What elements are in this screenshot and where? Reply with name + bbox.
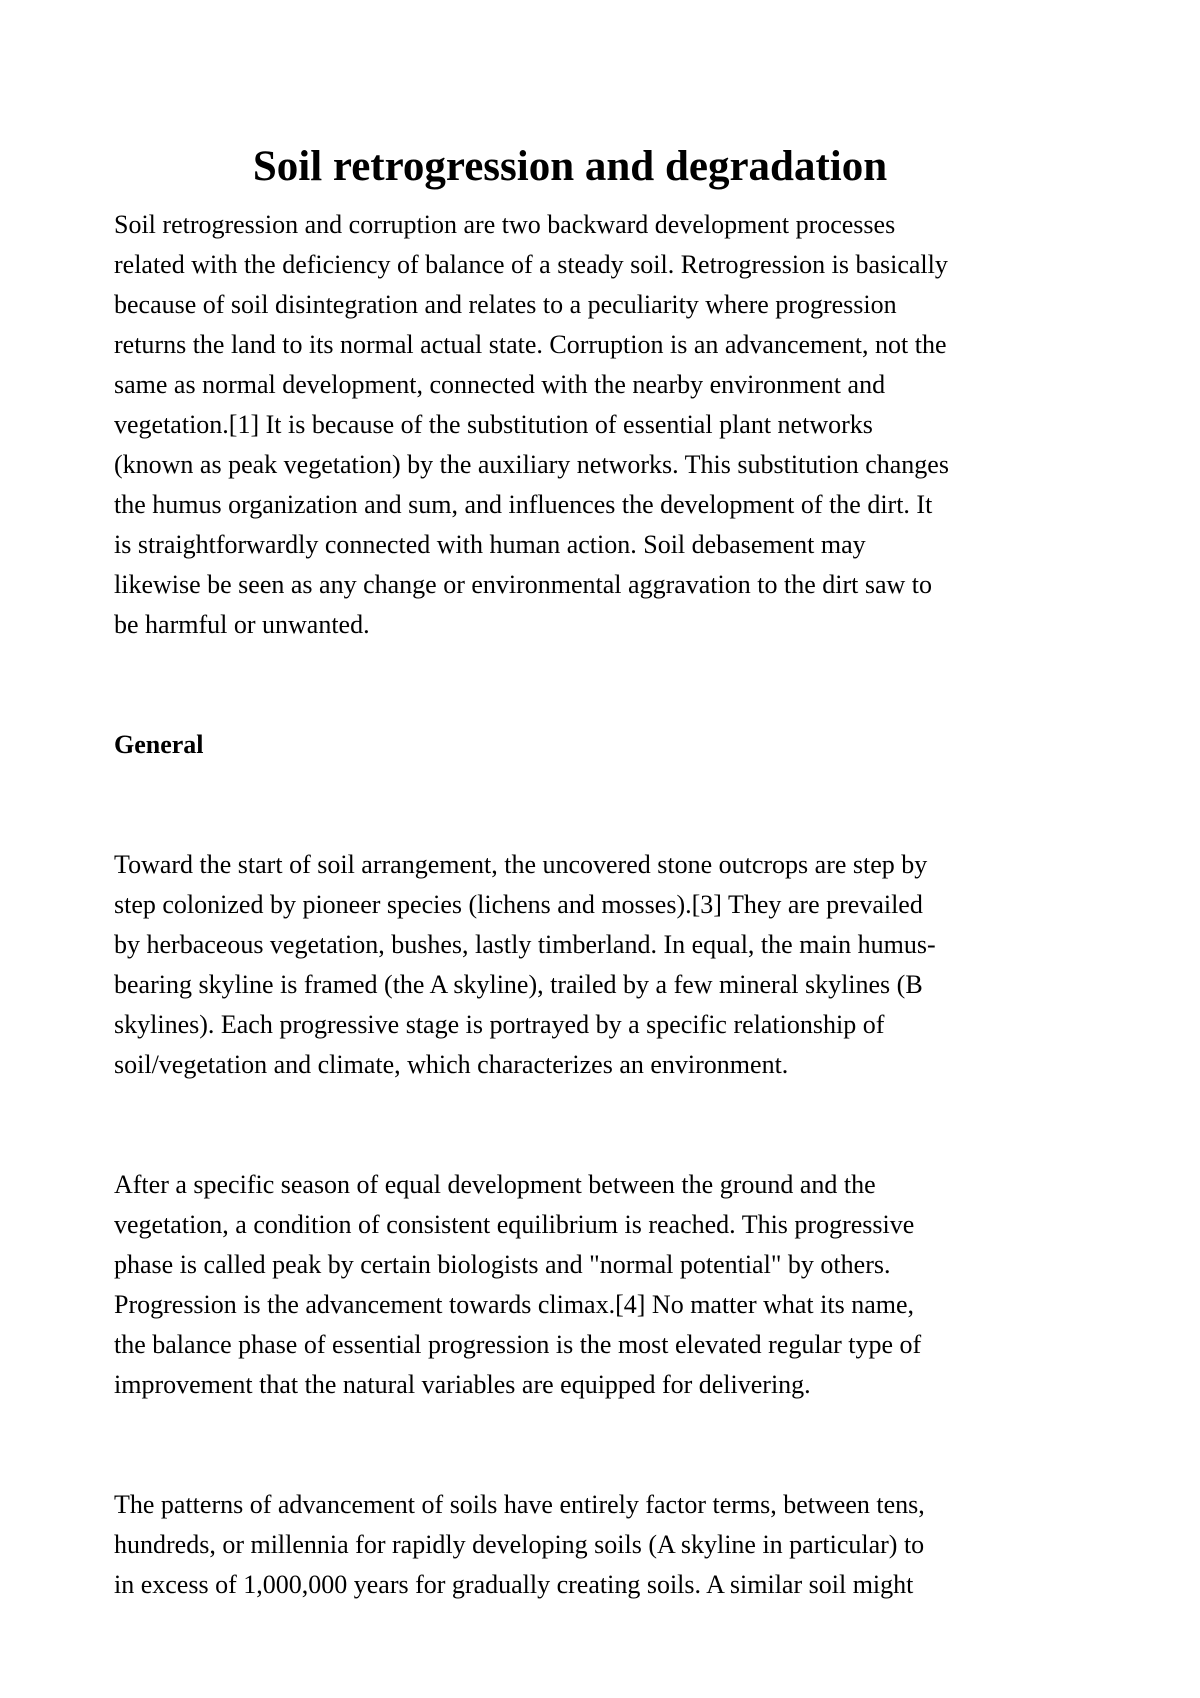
text-line: hundreds, or millennia for rapidly developing soils (A skyline in particular) to [114, 1530, 925, 1559]
intro-paragraph [114, 205, 1114, 645]
text-line: The patterns of advancement of soils have entirely factor terms, between tens, [114, 1490, 925, 1519]
text-line: by herbaceous vegetation, bushes, lastly timberland. In equal, the main humus- [114, 930, 936, 959]
document-body [114, 205, 1114, 1605]
text-line: phase is called peak by certain biologists and "normal potential" by others. [114, 1250, 891, 1279]
paragraph-1 [114, 845, 1114, 1085]
text-line: in excess of 1,000,000 years for gradually creating soils. A similar soil might [114, 1570, 914, 1599]
text-line: be harmful or unwanted. [114, 610, 370, 639]
text-line: vegetation.[1] It is because of the substitution of essential plant networks [114, 410, 873, 439]
document-title: Soil retrogression and degradation [252, 143, 888, 190]
text-line: After a specific season of equal development between the ground and the [114, 1170, 876, 1199]
section-heading: General [114, 730, 204, 759]
text-line: is straightforwardly connected with human action. Soil debasement may [114, 530, 866, 559]
text-line: skylines). Each progressive stage is portrayed by a specific relationship of [114, 1010, 885, 1039]
text-line: related with the deficiency of balance of a steady soil. Retrogression is basically [114, 250, 948, 279]
text-line: likewise be seen as any change or environmental aggravation to the dirt saw to [114, 570, 933, 599]
spacer [114, 1085, 1114, 1165]
spacer [114, 765, 1114, 845]
text-line: the balance phase of essential progression is the most elevated regular type of [114, 1330, 922, 1359]
spacer [114, 1405, 1114, 1485]
text-line: Progression is the advancement towards climax.[4] No matter what its name, [114, 1290, 915, 1319]
text-line: step colonized by pioneer species (lichens and mosses).[3] They are prevailed [114, 890, 923, 919]
paragraph-3 [114, 1485, 1114, 1605]
spacer [114, 645, 1114, 725]
text-line: improvement that the natural variables are equipped for delivering. [114, 1370, 811, 1399]
text-line: bearing skyline is framed (the A skyline), trailed by a few mineral skylines (B [114, 970, 923, 999]
paragraph-2 [114, 1165, 1114, 1405]
text-line: (known as peak vegetation) by the auxiliary networks. This substitution changes [114, 450, 949, 479]
text-line: vegetation, a condition of consistent equilibrium is reached. This progressive [114, 1210, 915, 1239]
text-line: returns the land to its normal actual state. Corruption is an advancement, not the [114, 330, 947, 359]
text-line: because of soil disintegration and relates to a peculiarity where progression [114, 290, 897, 319]
text-line: Toward the start of soil arrangement, the uncovered stone outcrops are step by [114, 850, 928, 879]
text-line: soil/vegetation and climate, which characterizes an environment. [114, 1050, 789, 1079]
text-line: same as normal development, connected with the nearby environment and [114, 370, 886, 399]
text-line: Soil retrogression and corruption are two backward development processes [114, 210, 896, 239]
text-line: the humus organization and sum, and influences the development of the dirt. It [114, 490, 933, 519]
